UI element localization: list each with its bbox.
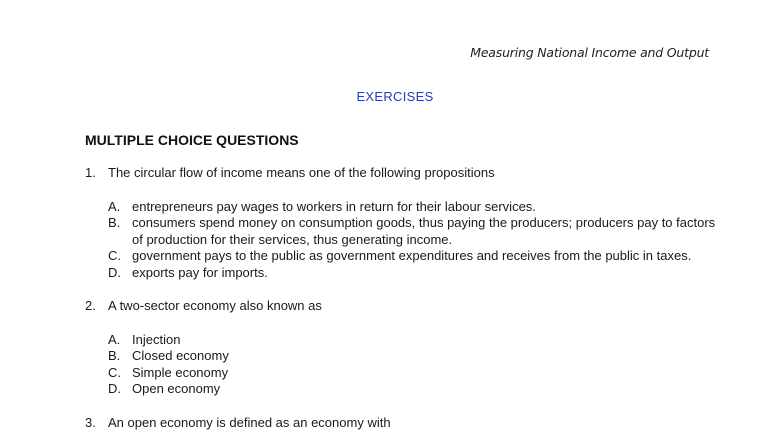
option-letter: A. bbox=[108, 331, 121, 347]
option-list bbox=[108, 332, 725, 398]
option-a bbox=[108, 332, 725, 349]
option-text: Injection bbox=[132, 331, 181, 347]
option-text: Simple economy bbox=[132, 364, 229, 380]
question-3 bbox=[85, 415, 725, 432]
option-letter: C. bbox=[108, 364, 121, 380]
option-b bbox=[108, 348, 725, 365]
subsection-title: MULTIPLE CHOICE QUESTIONS bbox=[85, 132, 299, 148]
option-c bbox=[108, 248, 725, 265]
option-list bbox=[108, 199, 725, 282]
option-text: Open economy bbox=[132, 381, 221, 396]
question-text: An open economy is defined as an economy with bbox=[108, 414, 391, 430]
question-1 bbox=[85, 165, 725, 281]
option-letter: A. bbox=[108, 198, 121, 214]
option-text: entrepreneurs pay wages to workers in return for their labour services. bbox=[132, 198, 536, 214]
option-text: exports pay for imports. bbox=[132, 264, 268, 280]
question-text: The circular flow of income means one of the following propositions bbox=[108, 165, 495, 180]
question-text: A two-sector economy also known as bbox=[108, 298, 322, 313]
option-text: government pays to the public as government expenditures and receives from the public in taxes. bbox=[132, 248, 692, 263]
question-stem bbox=[85, 165, 725, 182]
option-letter: B. bbox=[108, 215, 121, 230]
option-letter: D. bbox=[108, 381, 121, 396]
option-a bbox=[108, 199, 725, 216]
question-2 bbox=[85, 298, 725, 398]
option-d bbox=[108, 265, 725, 282]
option-text: consumers spend money on consumption goods, thus paying the producers; producers pay to factors of production for their services, thus generating income. bbox=[132, 215, 716, 247]
option-letter: C. bbox=[108, 248, 121, 263]
section-title: EXERCISES bbox=[356, 89, 434, 104]
question-stem bbox=[85, 298, 725, 315]
question-list bbox=[85, 165, 725, 448]
option-letter: B. bbox=[108, 348, 121, 363]
question-number: 2. bbox=[85, 298, 96, 313]
question-number: 3. bbox=[85, 414, 96, 430]
option-c bbox=[108, 365, 725, 382]
running-header: Measuring National Income and Output bbox=[470, 45, 709, 60]
option-d bbox=[108, 381, 725, 398]
option-b bbox=[108, 215, 725, 248]
option-letter: D. bbox=[108, 264, 121, 280]
question-stem bbox=[85, 415, 725, 432]
option-text: Closed economy bbox=[132, 348, 229, 363]
question-number: 1. bbox=[85, 165, 96, 180]
